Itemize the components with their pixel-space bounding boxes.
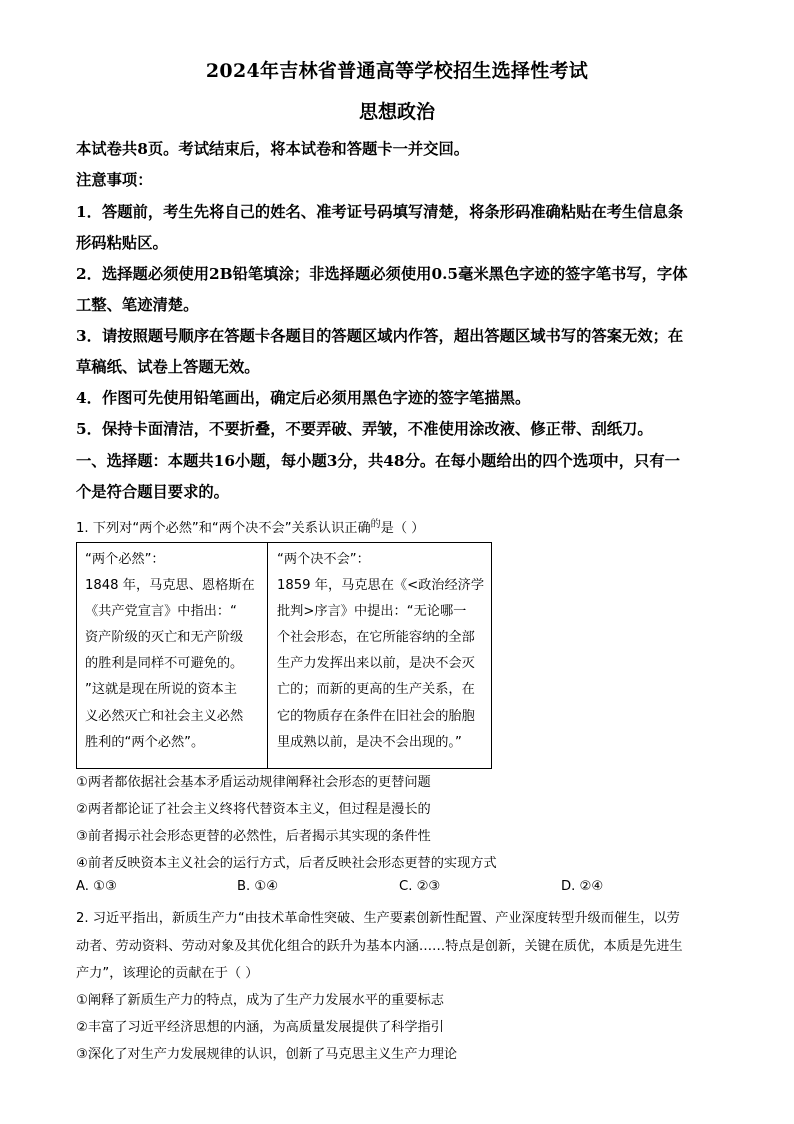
question-1-stem-end: 是（ ） [380,521,425,536]
question-1-stem [76,515,424,536]
comparison-table [76,542,492,769]
notice-3-line-1: 3．请按照题号顺序在答题卡各题目的答题区域内作答，超出答题区域书写的答案无效；在 [76,327,684,345]
question-2-stem-line-2: 动者、劳动资料、劳动对象及其优化组合的跃升为基本内涵……特点是创新，关键在质优，本质是先进生 [76,939,683,954]
table-right-line: 它的物质存在条件在旧社会的胎胞 [277,708,475,724]
table-cell-two-inevitables [85,547,255,756]
table-right-line: “两个决不会”： [277,552,370,567]
question-2-stem-line-1: 2. 习近平指出，新质生产力“由技术革命性突破、生产要素创新性配置、产业深度转型升级而催生，以劳 [76,911,680,926]
notice-4: 4．作图可先使用铅笔画出，确定后必须用黑色字迹的签字笔描黑。 [76,389,531,407]
table-left-line: 资产阶级的灭亡和无产阶级 [85,630,244,646]
question-1-option-d: D. ②④ [561,879,604,894]
section-heading-line-1: 一、选择题：本题共16小题，每小题3分，共48分。在每小题给出的四个选项中，只有一 [76,452,680,470]
notice-5: 5．保持卡面清洁，不要折叠，不要弄破、弄皱，不准使用涂改液、修正带、刮纸刀。 [76,420,653,438]
question-1-stem-small: 的 [370,519,381,530]
question-1-statement-3: ③前者揭示社会形态更替的必然性，后者揭示其实现的条件性 [76,829,431,844]
table-cell-two-nevers [277,547,484,756]
table-right-line: 亡的；而新的更高的生产关系，在 [277,682,475,698]
question-2-statement-2: ②丰富了习近平经济思想的内涵，为高质量发展提供了科学指引 [76,1020,444,1035]
exam-title: 2024年吉林省普通高等学校招生选择性考试 [205,60,589,82]
table-right-line: 生产力发挥出来以前，是决不会灭 [277,656,475,672]
table-left-line: 《共产党宣言》中指出：“ [85,604,237,620]
question-1-statement-4: ④前者反映资本主义社会的运行方式，后者反映社会形态更替的实现方式 [76,856,497,871]
notice-heading: 注意事项： [76,171,153,189]
intro-text: 本试卷共8页。考试结束后，将本试卷和答题卡一并交回。 [76,140,470,158]
table-left-line: 义必然灭亡和社会主义必然 [85,708,244,724]
table-left-line: “两个必然”： [85,552,165,567]
table-right-line: 1859 年，马克思在《<政治经济学 [277,578,485,594]
question-1-statement-1: ①两者都依据社会基本矛盾运动规律阐释社会形态的更替问题 [76,775,431,790]
question-2-statement-3: ③深化了对生产力发展规律的认识，创新了马克思主义生产力理论 [76,1047,458,1062]
notice-1-line-2: 形码粘贴区。 [76,234,168,252]
subject-title: 思想政治 [358,101,435,123]
notice-2-line-2: 工整、笔迹清楚。 [76,296,199,314]
table-right-line: 里成熟以前，是决不会出现的。” [277,734,462,750]
notice-2-line-1: 2．选择题必须使用2B铅笔填涂；非选择题必须使用0.5毫米黑色字迹的签字笔书写，字体 [76,265,688,283]
question-2-stem-line-3: 产力”，该理论的贡献在于（ ） [76,966,259,981]
question-1-option-c: C. ②③ [399,879,441,894]
question-1-option-b: B. ①④ [237,879,279,894]
question-1-stem-text: 1. 下列对“两个必然”和“两个决不会”关系认识正确 [76,521,371,536]
table-right-line: 个社会形态，在它所能容纳的全部 [277,630,475,646]
section-heading-line-2: 个是符合题目要求的。 [76,483,229,501]
table-left-line: 胜利的“两个必然”。 [85,734,205,750]
table-divider [267,543,268,768]
table-left-line: 的胜利是同样不可避免的。 [85,656,244,672]
notice-3-line-2: 草稿纸、试卷上答题无效。 [76,358,260,376]
table-left-line: ”这就是现在所说的资本主 [85,682,237,698]
question-1-option-a: A. ①③ [76,879,117,894]
question-1-statement-2: ②两者都论证了社会主义终将代替资本主义，但过程是漫长的 [76,802,431,817]
table-right-line: 批判>序言》中提出：“无论哪一 [277,604,467,620]
table-left-line: 1848 年，马克思、恩格斯在 [85,578,255,594]
question-2-statement-1: ①阐释了新质生产力的特点，成为了生产力发展水平的重要标志 [76,993,444,1008]
notice-1-line-1: 1．答题前，考生先将自己的姓名、准考证号码填写清楚，将条形码准确粘贴在考生信息条 [76,203,684,221]
